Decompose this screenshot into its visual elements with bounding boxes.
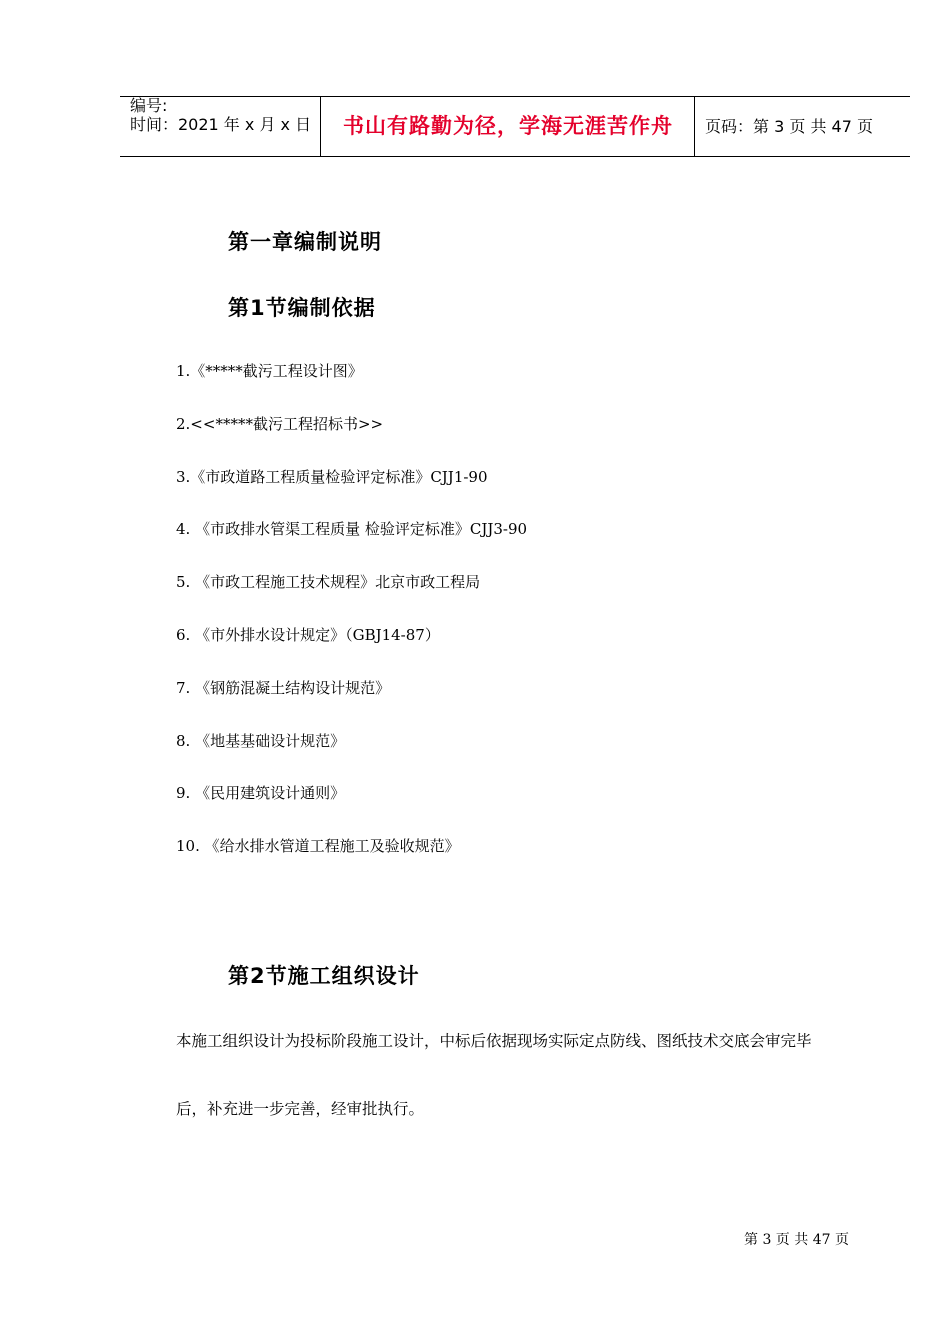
list-item: 6. 《市外排水设计规定》（GBJ14-87） — [176, 625, 440, 644]
document-number-label: 编号: — [130, 96, 168, 115]
list-item: 8. 《地基基础设计规范》 — [176, 731, 346, 750]
page-header — [120, 96, 910, 157]
section-2-paragraph-line-2: 后，补充进一步完善，经审批执行。 — [176, 1100, 425, 1118]
header-meta — [130, 97, 320, 156]
header-motto: 书山有路勤为径，学海无涯苦作舟 — [343, 114, 673, 138]
list-item: 3.《市政道路工程质量检验评定标准》CJJ1-90 — [176, 467, 488, 486]
header-page-info: 页码：第 3 页 共 47 页 — [705, 117, 873, 136]
header-divider-left — [320, 97, 321, 156]
list-item: 7. 《钢筋混凝土结构设计规范》 — [176, 678, 391, 697]
document-time-label: 时间：2021 年 x 月 x 日 — [130, 115, 312, 134]
list-item: 2.<<*****截污工程招标书>> — [176, 414, 384, 433]
section-1-title: 第1节编制依据 — [228, 296, 376, 320]
section-2-title: 第2节施工组织设计 — [228, 964, 420, 988]
basis-list — [176, 360, 527, 888]
chapter-title: 第一章编制说明 — [228, 230, 382, 254]
list-item: 5. 《市政工程施工技术规程》北京市政工程局 — [176, 573, 481, 592]
list-item: 4. 《市政排水管渠工程质量 检验评定标准》CJJ3-90 — [176, 520, 528, 539]
footer-page-info: 第 3 页 共 47 页 — [744, 1232, 849, 1248]
list-item: 1.《*****截污工程设计图》 — [176, 362, 363, 380]
list-item: 9. 《民用建筑设计通则》 — [176, 784, 346, 803]
list-item: 10. 《给水排水管道工程施工及验收规范》 — [176, 837, 460, 856]
header-divider-right — [694, 97, 695, 156]
section-2-paragraph-line-1: 本施工组织设计为投标阶段施工设计，中标后依据现场实际定点防线、图纸技术交底会审完毕 — [176, 1032, 812, 1050]
